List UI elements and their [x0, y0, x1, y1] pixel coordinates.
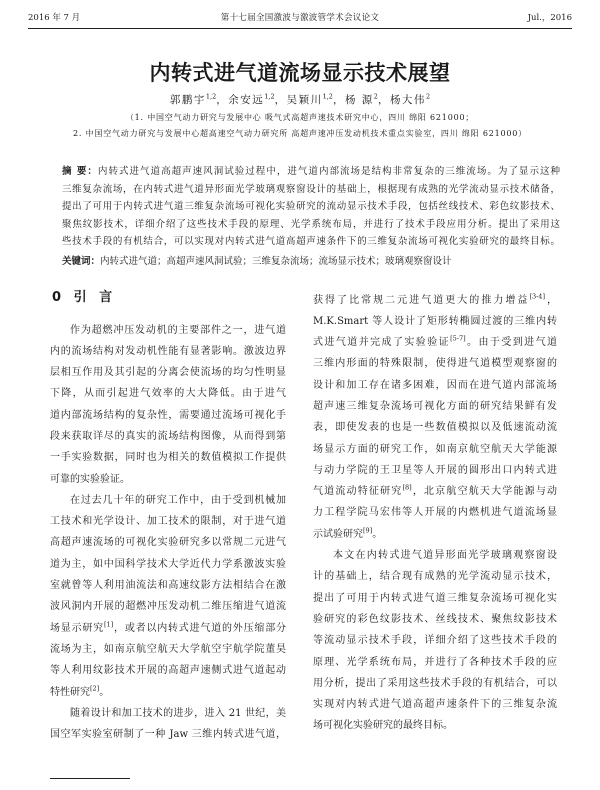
abstract-text: 三维复杂流场，在内转式进气道异形面光学玻璃观察窗设计的基础上，根据现有成熟的光学流动显示技术储备， [62, 183, 560, 195]
paragraph-line [313, 588, 557, 609]
abstract-line [62, 216, 560, 234]
text-segment: 一手实验数据，同时也为相关的数值模拟工作提供 [50, 452, 286, 464]
paragraph-line [50, 490, 286, 511]
text-segment: M.K.Smart 等人设计了矩形转椭圆过渡的三维内转 [313, 315, 557, 327]
text-segment: 。 [99, 686, 110, 698]
author-separator: ， [274, 94, 287, 106]
text-segment: 场显示研究 [50, 622, 104, 634]
author-separator: ， [216, 94, 229, 106]
text-segment: 内的流场结构对发动机性能有显著影响。激波边界 [50, 345, 286, 357]
paragraph-line [313, 566, 557, 587]
author-name: 郭鹏宇 [169, 94, 206, 106]
citation-superscript: [5-7] [450, 334, 466, 343]
abstract-line [62, 181, 560, 199]
citation-superscript: [3-4] [529, 292, 545, 301]
text-segment: ，或者以内转式进气道的外压缩部分 [113, 622, 287, 634]
paragraph-line [50, 596, 286, 617]
text-segment: 本文在内转式进气道异形面光学玻璃观察窗设 [333, 550, 557, 562]
abstract-line [62, 163, 560, 181]
abstract-text: 些技术手段的有机结合，可以实现对内转式进气道高超声速条件下的三维复杂流场可视化实验研究的最终目标。 [62, 236, 560, 247]
text-segment: 波风洞内开展的超燃冲压发动机二维压缩进气道流 [50, 601, 286, 613]
text-segment: 高超声速流场的可视化实验研究多以常规二元进气 [50, 537, 286, 549]
body-column-left [50, 320, 286, 746]
author-affiliation-mark: 2 [373, 92, 378, 101]
author-separator: ， [332, 94, 345, 106]
citation-superscript: [2] [90, 684, 100, 693]
text-segment: 三维内形面的特殊限制，使得进气道模型观察窗的 [313, 358, 557, 370]
text-segment: 示试验研究 [313, 528, 363, 540]
keywords-text: 内转式进气道；高超声速风洞试验；三维复杂流场；流场显示技术；玻璃观察窗设计 [100, 256, 452, 267]
text-segment: 国空军实验室研制了一种 Jaw 三维内转式进气道， [50, 729, 286, 741]
paragraph-line [50, 618, 286, 639]
author-name: 杨大伟 [389, 94, 426, 106]
abstract-text: 内转式进气道高超声速风洞试验过程中，进气道内部流场是结构非常复杂的三维流场。为了显示这种 [97, 166, 560, 177]
text-segment: 室就曾等人利用油流法和高速纹影方法相结合在激 [50, 580, 286, 592]
paragraph-line [50, 554, 286, 575]
text-segment: 设计和加工存在诸多困难，因而在进气道内部流场 [313, 379, 557, 391]
paragraph-line [50, 320, 286, 341]
paragraph-line [50, 660, 286, 681]
author-name: 余安远 [228, 94, 265, 106]
paragraph-line [50, 575, 286, 596]
paragraph-line [50, 362, 286, 383]
header-rule [28, 28, 572, 29]
paragraph-line [313, 609, 557, 630]
paragraph-line [313, 353, 557, 374]
header-date-en: Jul.，2016 [527, 13, 572, 23]
text-segment: 计的基础上，结合现有成熟的光学流动显示技术， [313, 571, 557, 583]
paragraph-line [313, 524, 557, 545]
footnote-rule [50, 778, 130, 779]
text-segment: 力工程学院马宏伟等人开展的内燃机进气道流场显 [313, 507, 557, 519]
paragraph-line [50, 682, 286, 703]
text-segment: 流场为主，如南京航空航天大学航空宇航学院董昊 [50, 643, 286, 655]
author-name: 吴颖川 [286, 94, 323, 106]
paragraph-line [313, 439, 557, 460]
text-segment: 段来获取详尽的真实的流场结构图像，从而得到第 [50, 430, 286, 442]
paper-title: 内转式进气道流场显示技术展望 [149, 61, 451, 85]
paragraph-line [50, 724, 286, 745]
author-affiliation-mark: 1,2 [264, 92, 275, 101]
author-separator: ， [377, 94, 390, 106]
paragraph-line [313, 652, 557, 673]
text-segment: 。由于受到进气道 [465, 337, 558, 349]
text-segment: 在过去几十年的研究工作中，由于受到机械加 [70, 494, 286, 506]
body-column-right [313, 290, 557, 737]
abstract-label: 摘 要： [62, 166, 98, 177]
paragraph-line [313, 460, 557, 481]
text-segment: 可靠的实验验证。 [50, 473, 130, 485]
text-segment: 用分析，提出了采用这些技术手段的有机结合，可以 [313, 677, 557, 689]
paragraph-line [50, 532, 286, 553]
header-date: 2016 年 7 月 [28, 13, 81, 23]
text-segment: 式进气道并完成了实验验证 [313, 337, 451, 349]
keywords [62, 253, 560, 271]
text-segment: 获得了比常规二元进气道更大的推力增益 [313, 294, 530, 306]
keywords-label: 关键词： [62, 256, 101, 267]
abstract [62, 163, 560, 251]
section-heading-introduction: 0 引 言 [52, 290, 113, 305]
abstract-line [62, 198, 560, 216]
text-segment: 等流动显示技术手段，详细介绍了这些技术手段的 [313, 635, 557, 647]
paragraph-line [313, 481, 557, 502]
text-segment: 气道流动特征研究 [313, 486, 403, 498]
paragraph-line [313, 673, 557, 694]
paragraph-line [313, 396, 557, 417]
running-header [28, 12, 572, 25]
text-segment: 特性研究 [50, 686, 90, 698]
paragraph-line [313, 715, 557, 736]
text-segment: 实现对内转式进气道高超声速条件下的三维复杂流 [313, 699, 557, 711]
text-segment: 原理、光学系统布局，并进行了各种技术手段的应 [313, 656, 557, 668]
text-segment: 场显示方面的研究工作，如南京航空航天大学能源 [313, 443, 557, 455]
paragraph-line [50, 511, 286, 532]
paragraph-line [50, 639, 286, 660]
text-segment: 超声速三维复杂流场可视化方面的研究结果鲜有发 [313, 400, 557, 412]
paragraph-line [313, 290, 557, 311]
paragraph-line [50, 426, 286, 447]
text-segment: 工技术和光学设计、加工技术的限制，对于进气道 [50, 516, 286, 528]
text-segment: 与动力学院的王卫星等人开展的圆形出口内转式进 [313, 464, 557, 476]
text-segment: 提出了可用于内转式进气道三维复杂流场可视化实 [313, 592, 557, 604]
text-segment: 道为主，如中国科学技术大学近代力学系激波实验 [50, 558, 286, 570]
abstract-text: 聚焦纹影技术，详细介绍了这些技术手段的原理、光学系统布局，并进行了技术手段应用分析。提出了采用这 [62, 218, 560, 230]
affiliation-1: （1. 中国空气动力研究与发展中心 吸气式高超声速技术研究中心，四川 绵阳 621000； [125, 113, 475, 122]
text-segment: ， [544, 294, 558, 306]
paragraph-line [313, 502, 557, 523]
text-segment: 下降，从而引起进气效率的大大降低。由于进气 [50, 388, 286, 400]
affiliation-2: 2. 中国空气动力研究与发展中心超高速空气动力研究所 高超声速冲压发动机技术重点实验室，四川 绵阳 621000） [73, 129, 527, 138]
text-segment: 场可视化实验研究的最终目标。 [313, 720, 453, 732]
paragraph-line [313, 694, 557, 715]
abstract-text: 提出了可用于内转式进气道三维复杂流场可视化实验研究的流动显示技术手段，包括丝线技术、彩色纹影技术、 [62, 201, 560, 212]
text-segment: 作为超燃冲压发动机的主要部件之一，进气道 [70, 324, 286, 336]
paragraph-line [313, 311, 557, 332]
author-list [0, 93, 600, 107]
text-segment: 层相互作用及其引起的分离会使流场的均匀性明显 [50, 367, 286, 379]
text-segment: 等人利用纹影技术开展的高超声速侧式进气道起动 [50, 665, 286, 677]
author-affiliation-mark: 1,2 [322, 92, 333, 101]
paragraph-line [50, 383, 286, 404]
paragraph-line [313, 332, 557, 353]
paragraph-line [313, 630, 557, 651]
paragraph-line [50, 341, 286, 362]
paragraph-line [313, 417, 557, 438]
text-segment: 。 [372, 528, 383, 540]
text-segment: 验研究的彩色纹影技术、丝线技术、聚焦纹影技术 [313, 613, 557, 625]
paragraph-line [50, 447, 286, 468]
paragraph-line [313, 545, 557, 566]
author-affiliation-mark: 2 [425, 92, 431, 101]
citation-superscript: [9] [363, 526, 373, 535]
text-segment: ，北京航空航天大学能源与动 [411, 486, 558, 498]
text-segment: 表，即使发表的也是一些数值模拟以及低速流动流 [313, 422, 557, 434]
paragraph-line [50, 405, 286, 426]
paragraph-line [313, 375, 557, 396]
citation-superscript: [8] [402, 483, 412, 492]
abstract-line [62, 233, 560, 251]
paragraph-line [50, 469, 286, 490]
text-segment: 道内部流场结构的复杂性，需要通过流场可视化手 [50, 409, 286, 421]
author-affiliation-mark: 1,2 [205, 92, 217, 101]
paragraph-line [50, 703, 286, 724]
header-proceedings: 第十七届全国激波与激波管学术会议论文 [220, 13, 380, 23]
citation-superscript: [1] [104, 620, 114, 629]
text-segment: 随着设计和加工技术的进步，进入 21 世纪，美 [70, 707, 286, 719]
author-name: 杨 源 [344, 94, 374, 106]
